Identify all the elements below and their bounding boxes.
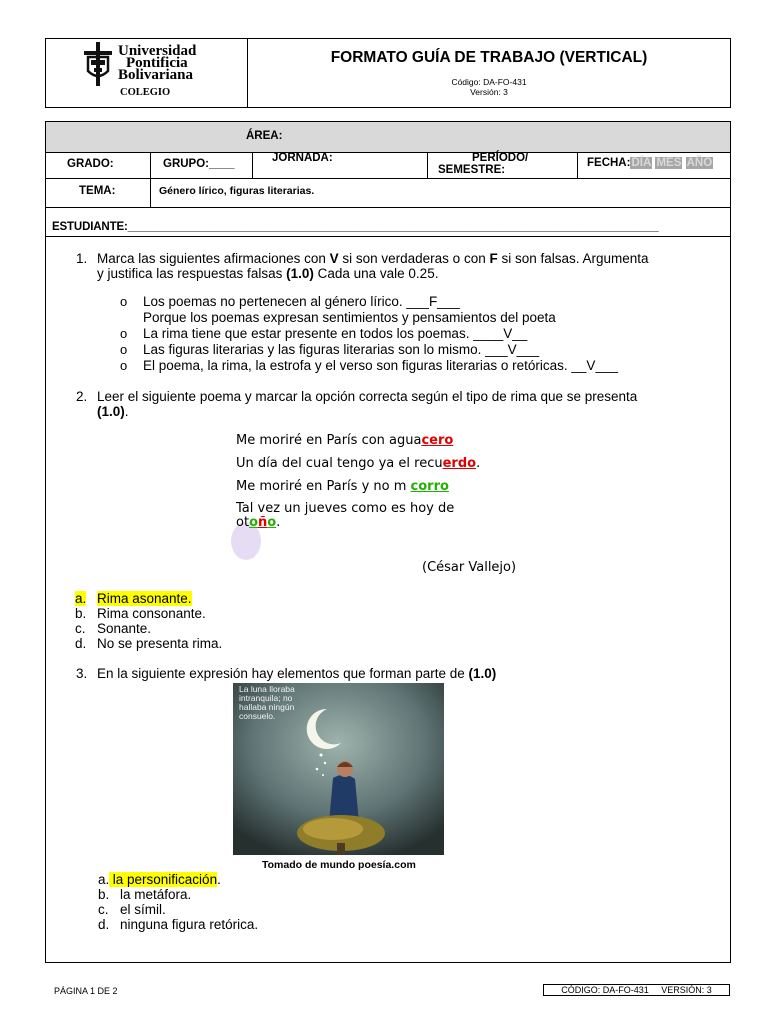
- q1-item-1: Los poemas no pertenecen al género lírico. ___F___: [143, 294, 460, 309]
- q1-justification: Porque los poemas expresan sentimientos y pensamientos del poeta: [143, 310, 556, 325]
- fecha-mes: MES: [656, 157, 682, 169]
- q1-instructions-line2: y justifica las respuestas falsas (1.0) Cada una vale 0.25.: [97, 266, 439, 281]
- footer-page-number: PÁGINA 1 DE 2: [54, 986, 118, 996]
- area-row: [46, 122, 730, 153]
- tema-value: Género lírico, figuras literarias.: [159, 185, 315, 197]
- q3-option-c-letter: c.: [98, 902, 109, 917]
- logo-subtitle: COLEGIO: [120, 87, 171, 98]
- document-code: Código: DA-FO-431: [451, 77, 527, 87]
- moon-illustration: [233, 683, 444, 855]
- q1-item-4: El poema, la rima, la estrofa y el verso son figuras literarias o retóricas. __V___: [143, 358, 618, 373]
- q3-option-c: el símil.: [120, 902, 166, 917]
- q3-option-d-letter: d.: [98, 917, 110, 932]
- periodo-label: PERÍODO/: [472, 152, 529, 164]
- q2-option-c-letter: c.: [75, 621, 86, 636]
- bullet: o: [120, 358, 128, 373]
- bullet: o: [120, 342, 128, 357]
- q2-instructions-line2: (1.0).: [97, 404, 129, 419]
- q1-instructions-line1: Marca las siguientes afirmaciones con V si son verdaderas o con F si son falsas. Argumenta: [97, 251, 649, 266]
- grado-row: [46, 152, 730, 179]
- poem-author: (César Vallejo): [422, 560, 517, 575]
- fecha-ano: AÑO: [686, 157, 713, 169]
- q2-option-b: Rima consonante.: [97, 606, 206, 621]
- worksheet-body: [45, 237, 731, 963]
- area-label: ÁREA:: [246, 130, 283, 142]
- poem-line-4: Tal vez un jueves como es hoy de: [236, 501, 455, 516]
- jornada-label: JORNADA:: [272, 152, 333, 164]
- q3-option-b-letter: b.: [98, 887, 110, 902]
- q2-option-c: Sonante.: [97, 621, 152, 636]
- q3-option-b: la metáfora.: [120, 887, 192, 902]
- poem-line-1: Me moriré en París con aguacero: [236, 433, 454, 448]
- bullet: o: [120, 294, 128, 309]
- q3-option-a: la personificación.: [109, 872, 221, 888]
- poem-line-2: Un día del cual tengo ya el recuerdo.: [236, 456, 481, 471]
- document-version: Versión: 3: [470, 87, 508, 97]
- q2-option-a: Rima asonante.: [97, 591, 192, 606]
- poem-line-3: Me moriré en París y no m corro: [236, 479, 449, 494]
- q1-number: 1.: [76, 251, 88, 266]
- university-shield-icon: [80, 41, 116, 87]
- student-info-table: [45, 121, 731, 237]
- tema-row: [46, 178, 730, 208]
- grado-label: GRADO:: [67, 158, 114, 170]
- grupo-label: GRUPO:____: [163, 158, 235, 170]
- q1-item-2: La rima tiene que estar presente en todos los poemas. ____V__: [143, 326, 528, 341]
- q2-option-d: No se presenta rima.: [97, 636, 223, 651]
- image-caption-overlay: La luna lloraba intranquila; no hallaba ningún consuelo.: [239, 684, 295, 721]
- q2-instructions-line1: Leer el siguiente poema y marcar la opción correcta según el tipo de rima que se presenta: [97, 389, 638, 404]
- q2-option-a-letter: a.: [75, 591, 87, 606]
- q3-number: 3.: [76, 666, 88, 681]
- q2-number: 2.: [76, 389, 88, 404]
- q2-option-b-letter: b.: [75, 606, 87, 621]
- logo-wordmark: Universidad Pontificia Bolivariana: [118, 43, 197, 83]
- q2-option-d-letter: d.: [75, 636, 87, 651]
- q3-option-d: ninguna figura retórica.: [120, 917, 259, 932]
- q1-item-3: Las figuras literarias y las figuras literarias son lo mismo. ___V___: [143, 342, 540, 357]
- estudiante-field: ESTUDIANTE:_____________________________________________________________________________________: [52, 221, 659, 233]
- document-header: [45, 38, 731, 108]
- fecha-dia: DÍA: [631, 157, 652, 169]
- logo-cell: [46, 39, 248, 107]
- image-source-caption: Tomado de mundo poesía.com: [262, 859, 416, 871]
- q3-instructions: En la siguiente expresión hay elementos que forman parte de (1.0): [97, 666, 497, 681]
- semestre-label: SEMESTRE:: [438, 164, 506, 176]
- q3-option-a-letter: a.: [98, 872, 110, 887]
- bullet: o: [120, 326, 128, 341]
- document-title: FORMATO GUÍA DE TRABAJO (VERTICAL): [330, 49, 648, 66]
- poem-line-5: otoño.: [236, 515, 281, 530]
- tema-label: TEMA:: [79, 185, 116, 197]
- footer-code-box: CÓDIGO: DA-FO-431 VERSIÓN: 3: [543, 984, 730, 996]
- fecha-label: FECHA:DÍA MES AÑO: [587, 157, 713, 169]
